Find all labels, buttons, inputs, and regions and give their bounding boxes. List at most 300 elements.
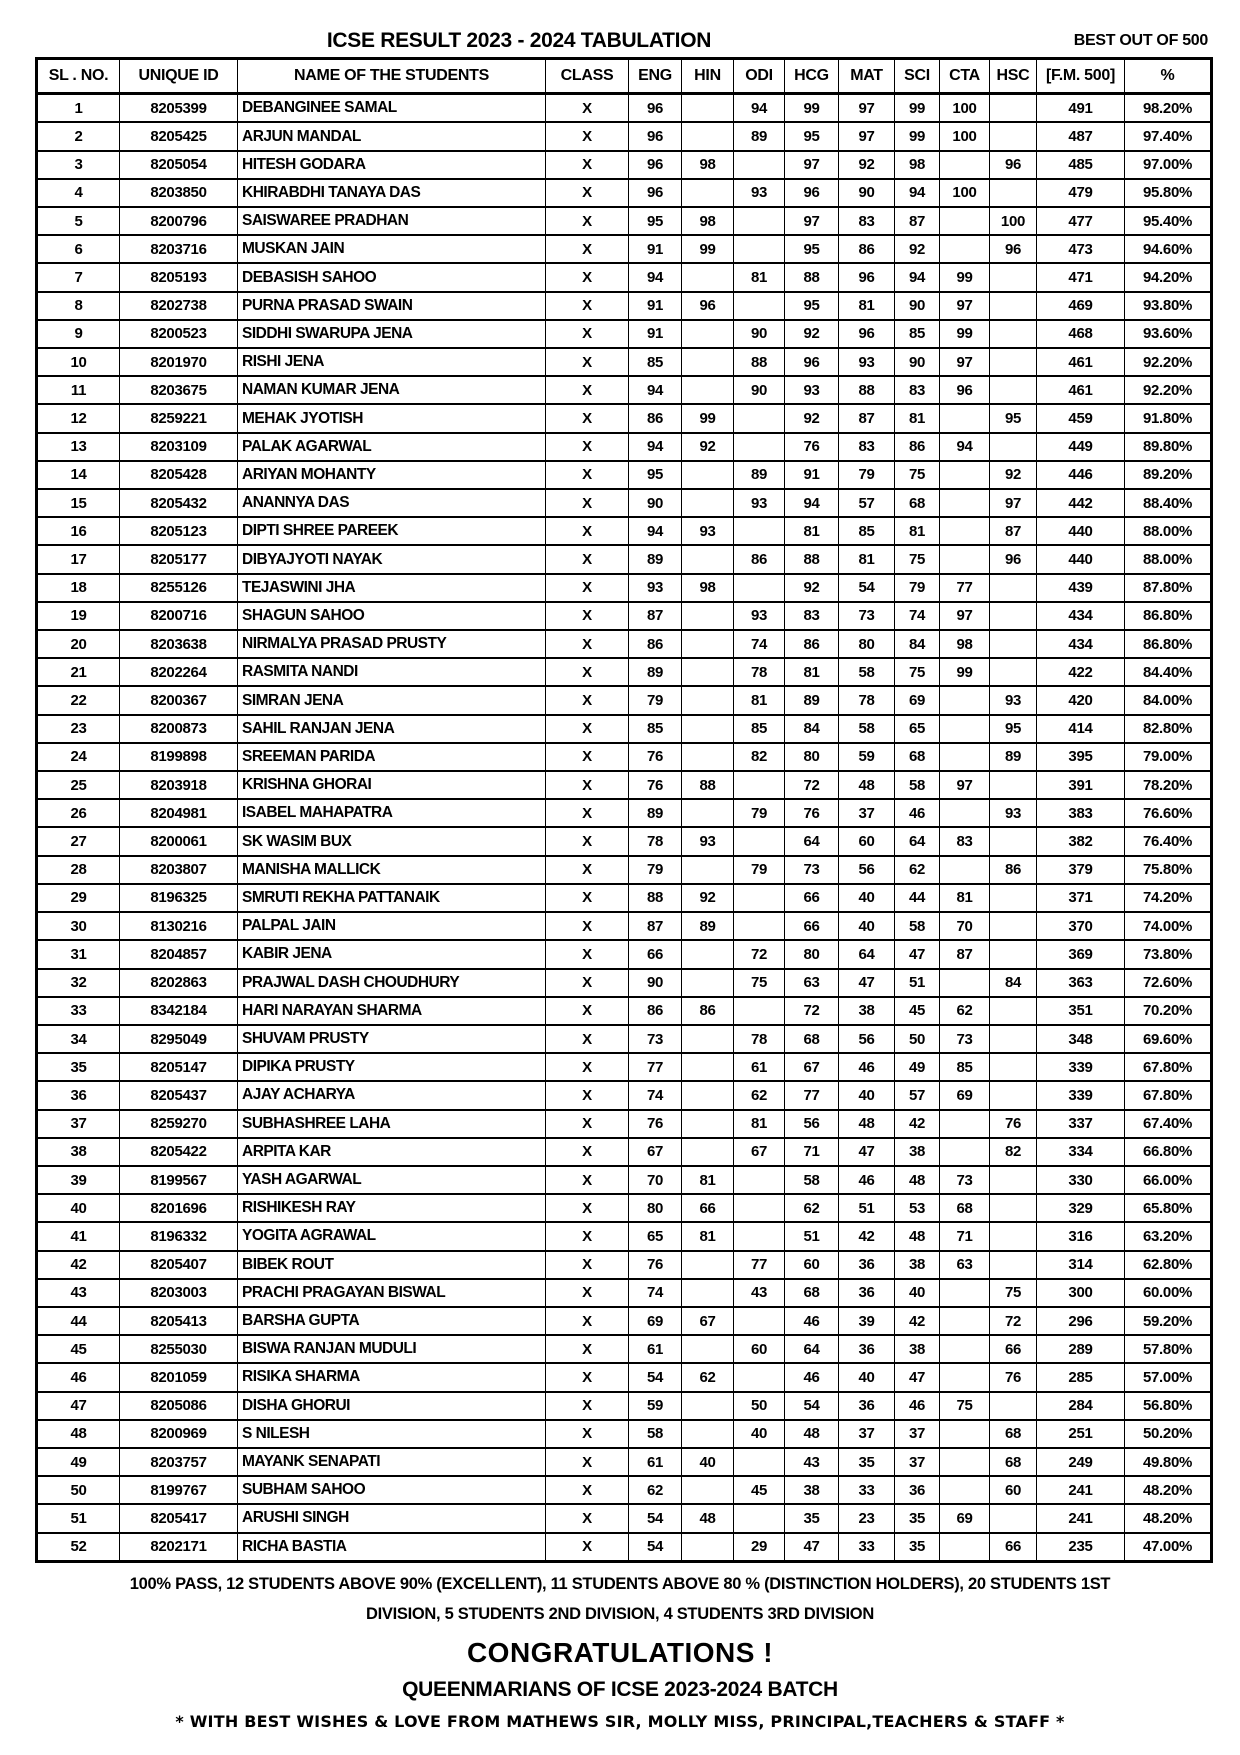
batch-text: QUEENMARIANS OF ICSE 2023-2024 BATCH — [402, 1678, 838, 1701]
cell-sci: 50 — [895, 1025, 940, 1053]
cell-eng: 58 — [629, 1420, 682, 1448]
cell-odi — [734, 433, 785, 461]
cell-class: X — [546, 1166, 629, 1194]
cell-fm-500: 339 — [1037, 1053, 1125, 1081]
cell-eng: 59 — [629, 1392, 682, 1420]
cell-hcg: 80 — [785, 743, 839, 771]
cell-hcg: 88 — [785, 263, 839, 291]
cell-sl-no: 49 — [37, 1448, 120, 1476]
cell-hcg: 46 — [785, 1307, 839, 1335]
cell-fm-500: 316 — [1037, 1222, 1125, 1250]
cell-eng: 94 — [629, 433, 682, 461]
cell-cta — [940, 1420, 990, 1448]
cell-class: X — [546, 856, 629, 884]
cell-name: KRISHNA GHORAI — [238, 771, 546, 799]
table-row — [37, 1138, 1212, 1166]
cell-cta: 83 — [940, 827, 990, 855]
cell-hin: 98 — [682, 574, 734, 602]
cell-eng: 86 — [629, 404, 682, 432]
cell-unique-id: 8205437 — [120, 1081, 238, 1109]
cell-mat: 36 — [839, 1279, 895, 1307]
cell-class: X — [546, 715, 629, 743]
cell-mat: 48 — [839, 1110, 895, 1138]
cell-hsc — [990, 884, 1037, 912]
cell-fm-500: 300 — [1037, 1279, 1125, 1307]
cell-percent: 63.20% — [1125, 1222, 1212, 1250]
cell-sci: 51 — [895, 969, 940, 997]
table-row — [37, 602, 1212, 630]
table-row — [37, 715, 1212, 743]
cell-hcg: 96 — [785, 179, 839, 207]
table-row — [37, 1363, 1212, 1391]
cell-percent: 95.40% — [1125, 207, 1212, 235]
cell-hin: 98 — [682, 207, 734, 235]
cell-fm-500: 284 — [1037, 1392, 1125, 1420]
table-row — [37, 263, 1212, 291]
cell-hin: 89 — [682, 912, 734, 940]
cell-eng: 54 — [629, 1533, 682, 1562]
cell-class: X — [546, 686, 629, 714]
cell-cta — [940, 1138, 990, 1166]
cell-mat: 73 — [839, 602, 895, 630]
table-header-row — [37, 59, 1212, 94]
cell-mat: 96 — [839, 320, 895, 348]
cell-eng: 54 — [629, 1504, 682, 1532]
cell-odi: 61 — [734, 1053, 785, 1081]
cell-sci: 38 — [895, 1335, 940, 1363]
cell-mat: 37 — [839, 799, 895, 827]
cell-sl-no: 33 — [37, 997, 120, 1025]
cell-hsc — [990, 1194, 1037, 1222]
cell-mat: 97 — [839, 94, 895, 123]
cell-hsc: 92 — [990, 461, 1037, 489]
cell-odi: 78 — [734, 1025, 785, 1053]
table-row — [37, 827, 1212, 855]
cell-percent: 48.20% — [1125, 1504, 1212, 1532]
cell-eng: 95 — [629, 207, 682, 235]
cell-name: SAISWAREE PRADHAN — [238, 207, 546, 235]
cell-cta: 75 — [940, 1392, 990, 1420]
cell-percent: 76.60% — [1125, 799, 1212, 827]
cell-unique-id: 8205123 — [120, 517, 238, 545]
cell-percent: 86.80% — [1125, 602, 1212, 630]
cell-hin — [682, 179, 734, 207]
cell-sci: 85 — [895, 320, 940, 348]
summary-line-2: DIVISION, 5 STUDENTS 2ND DIVISION, 4 STUDENTS 3RD DIVISION — [366, 1605, 874, 1623]
cell-mat: 57 — [839, 489, 895, 517]
cell-fm-500: 440 — [1037, 545, 1125, 573]
cell-odi: 74 — [734, 630, 785, 658]
cell-sl-no: 50 — [37, 1476, 120, 1504]
cell-unique-id: 8203850 — [120, 179, 238, 207]
cell-fm-500: 296 — [1037, 1307, 1125, 1335]
table-row — [37, 771, 1212, 799]
cell-hsc — [990, 1053, 1037, 1081]
cell-sl-no: 37 — [37, 1110, 120, 1138]
cell-hin — [682, 686, 734, 714]
cell-hsc: 89 — [990, 743, 1037, 771]
cell-hsc: 66 — [990, 1533, 1037, 1562]
cell-cta — [940, 1476, 990, 1504]
cell-unique-id: 8196325 — [120, 884, 238, 912]
cell-hsc — [990, 1392, 1037, 1420]
cell-hsc — [990, 1251, 1037, 1279]
cell-sl-no: 36 — [37, 1081, 120, 1109]
cell-eng: 62 — [629, 1476, 682, 1504]
cell-mat: 79 — [839, 461, 895, 489]
cell-cta: 100 — [940, 179, 990, 207]
cell-hsc — [990, 292, 1037, 320]
cell-hin — [682, 940, 734, 968]
cell-unique-id: 8202738 — [120, 292, 238, 320]
table-row — [37, 1194, 1212, 1222]
cell-class: X — [546, 658, 629, 686]
cell-hin: 93 — [682, 517, 734, 545]
cell-name: ARUSHI SINGH — [238, 1504, 546, 1532]
cell-sl-no: 24 — [37, 743, 120, 771]
col-header-name: NAME OF THE STUDENTS — [238, 59, 546, 94]
cell-hsc: 93 — [990, 799, 1037, 827]
cell-hcg: 64 — [785, 1335, 839, 1363]
cell-odi: 29 — [734, 1533, 785, 1562]
cell-sci: 47 — [895, 940, 940, 968]
cell-cta — [940, 404, 990, 432]
cell-percent: 92.20% — [1125, 348, 1212, 376]
summary-line-1: 100% PASS, 12 STUDENTS ABOVE 90% (EXCELLENT), 11 STUDENTS ABOVE 80 % (DISTINCTION HOLDERS), 20 STUDENTS 1ST — [129, 1575, 1111, 1593]
cell-mat: 47 — [839, 1138, 895, 1166]
cell-cta — [940, 235, 990, 263]
cell-odi: 81 — [734, 263, 785, 291]
cell-odi: 93 — [734, 602, 785, 630]
cell-fm-500: 395 — [1037, 743, 1125, 771]
cell-hcg: 54 — [785, 1392, 839, 1420]
cell-odi — [734, 771, 785, 799]
cell-hin — [682, 489, 734, 517]
cell-fm-500: 285 — [1037, 1363, 1125, 1391]
cell-class: X — [546, 1476, 629, 1504]
cell-percent: 59.20% — [1125, 1307, 1212, 1335]
cell-class: X — [546, 630, 629, 658]
cell-sci: 68 — [895, 743, 940, 771]
cell-unique-id: 8205407 — [120, 1251, 238, 1279]
cell-odi: 50 — [734, 1392, 785, 1420]
cell-mat: 87 — [839, 404, 895, 432]
cell-sci: 49 — [895, 1053, 940, 1081]
cell-class: X — [546, 1363, 629, 1391]
cell-hin — [682, 1392, 734, 1420]
cell-class: X — [546, 1222, 629, 1250]
cell-cta: 99 — [940, 320, 990, 348]
cell-eng: 80 — [629, 1194, 682, 1222]
cell-hcg: 83 — [785, 602, 839, 630]
table-row — [37, 856, 1212, 884]
cell-hcg: 48 — [785, 1420, 839, 1448]
cell-name: HARI NARAYAN SHARMA — [238, 997, 546, 1025]
cell-unique-id: 8205086 — [120, 1392, 238, 1420]
cell-unique-id: 8200061 — [120, 827, 238, 855]
cell-hsc: 72 — [990, 1307, 1037, 1335]
cell-class: X — [546, 602, 629, 630]
cell-hin — [682, 1053, 734, 1081]
cell-cta — [940, 151, 990, 179]
cell-name: KHIRABDHI TANAYA DAS — [238, 179, 546, 207]
cell-odi: 62 — [734, 1081, 785, 1109]
cell-unique-id: 8203003 — [120, 1279, 238, 1307]
cell-cta — [940, 207, 990, 235]
cell-hsc — [990, 433, 1037, 461]
col-header-class: CLASS — [546, 59, 629, 94]
cell-fm-500: 422 — [1037, 658, 1125, 686]
cell-percent: 67.80% — [1125, 1081, 1212, 1109]
cell-hcg: 76 — [785, 799, 839, 827]
cell-sl-no: 18 — [37, 574, 120, 602]
cell-hcg: 92 — [785, 320, 839, 348]
cell-hin — [682, 1025, 734, 1053]
cell-percent: 60.00% — [1125, 1279, 1212, 1307]
cell-mat: 78 — [839, 686, 895, 714]
cell-mat: 92 — [839, 151, 895, 179]
table-row — [37, 1533, 1212, 1562]
cell-hin: 81 — [682, 1166, 734, 1194]
cell-unique-id: 8199567 — [120, 1166, 238, 1194]
cell-eng: 95 — [629, 461, 682, 489]
cell-hin: 81 — [682, 1222, 734, 1250]
cell-mat: 96 — [839, 263, 895, 291]
cell-fm-500: 420 — [1037, 686, 1125, 714]
cell-hsc — [990, 997, 1037, 1025]
congratulations-text: CONGRATULATIONS ! — [466, 1637, 774, 1668]
table-row — [37, 940, 1212, 968]
cell-name: DIPTI SHREE PAREEK — [238, 517, 546, 545]
table-row — [37, 151, 1212, 179]
cell-class: X — [546, 1504, 629, 1532]
cell-percent: 70.20% — [1125, 997, 1212, 1025]
cell-hsc — [990, 602, 1037, 630]
cell-unique-id: 8202863 — [120, 969, 238, 997]
cell-unique-id: 8200716 — [120, 602, 238, 630]
cell-mat: 38 — [839, 997, 895, 1025]
cell-fm-500: 369 — [1037, 940, 1125, 968]
cell-class: X — [546, 1110, 629, 1138]
cell-sci: 94 — [895, 179, 940, 207]
cell-sl-no: 4 — [37, 179, 120, 207]
cell-unique-id: 8203716 — [120, 235, 238, 263]
cell-odi: 45 — [734, 1476, 785, 1504]
cell-sl-no: 43 — [37, 1279, 120, 1307]
cell-percent: 94.20% — [1125, 263, 1212, 291]
cell-eng: 94 — [629, 517, 682, 545]
cell-class: X — [546, 799, 629, 827]
cell-eng: 89 — [629, 545, 682, 573]
cell-hcg: 72 — [785, 771, 839, 799]
cell-percent: 74.00% — [1125, 912, 1212, 940]
cell-class: X — [546, 1420, 629, 1448]
cell-hsc — [990, 94, 1037, 123]
cell-name: HITESH GODARA — [238, 151, 546, 179]
table-row — [37, 1025, 1212, 1053]
cell-fm-500: 459 — [1037, 404, 1125, 432]
cell-odi: 75 — [734, 969, 785, 997]
cell-hsc: 96 — [990, 235, 1037, 263]
cell-odi: 90 — [734, 320, 785, 348]
cell-odi: 82 — [734, 743, 785, 771]
cell-unique-id: 8342184 — [120, 997, 238, 1025]
cell-odi — [734, 235, 785, 263]
cell-eng: 87 — [629, 912, 682, 940]
cell-hin — [682, 969, 734, 997]
cell-unique-id: 8199767 — [120, 1476, 238, 1504]
cell-odi: 93 — [734, 489, 785, 517]
cell-sl-no: 26 — [37, 799, 120, 827]
cell-odi: 78 — [734, 658, 785, 686]
cell-class: X — [546, 771, 629, 799]
cell-name: SUBHASHREE LAHA — [238, 1110, 546, 1138]
cell-name: SREEMAN PARIDA — [238, 743, 546, 771]
cell-name: DEBASISH SAHOO — [238, 263, 546, 291]
cell-eng: 88 — [629, 884, 682, 912]
results-table — [35, 57, 1213, 1563]
cell-mat: 56 — [839, 1025, 895, 1053]
cell-unique-id: 8205422 — [120, 1138, 238, 1166]
cell-sl-no: 47 — [37, 1392, 120, 1420]
cell-fm-500: 479 — [1037, 179, 1125, 207]
cell-mat: 35 — [839, 1448, 895, 1476]
page-title: ICSE RESULT 2023 - 2024 TABULATION — [326, 29, 712, 52]
cell-hcg: 84 — [785, 715, 839, 743]
cell-fm-500: 461 — [1037, 348, 1125, 376]
cell-cta — [940, 1279, 990, 1307]
best-out-of-label: BEST OUT OF 500 — [1073, 32, 1208, 49]
cell-sci: 40 — [895, 1279, 940, 1307]
cell-hin — [682, 320, 734, 348]
cell-name: SAHIL RANJAN JENA — [238, 715, 546, 743]
cell-mat: 93 — [839, 348, 895, 376]
cell-cta: 98 — [940, 630, 990, 658]
cell-fm-500: 434 — [1037, 602, 1125, 630]
cell-hcg: 72 — [785, 997, 839, 1025]
cell-hsc — [990, 1222, 1037, 1250]
cell-odi — [734, 207, 785, 235]
cell-odi — [734, 292, 785, 320]
cell-hcg: 92 — [785, 404, 839, 432]
cell-sci: 48 — [895, 1166, 940, 1194]
cell-cta — [940, 517, 990, 545]
cell-name: SIMRAN JENA — [238, 686, 546, 714]
col-header-hcg: HCG — [785, 59, 839, 94]
table-row — [37, 1476, 1212, 1504]
table-row — [37, 884, 1212, 912]
cell-fm-500: 491 — [1037, 94, 1125, 123]
cell-class: X — [546, 348, 629, 376]
cell-class: X — [546, 743, 629, 771]
cell-unique-id: 8259270 — [120, 1110, 238, 1138]
cell-name: ARJUN MANDAL — [238, 122, 546, 150]
cell-percent: 84.00% — [1125, 686, 1212, 714]
cell-hsc: 95 — [990, 404, 1037, 432]
cell-fm-500: 249 — [1037, 1448, 1125, 1476]
cell-name: BIBEK ROUT — [238, 1251, 546, 1279]
table-body — [37, 94, 1212, 1562]
cell-class: X — [546, 235, 629, 263]
cell-name: PRACHI PRAGAYAN BISWAL — [238, 1279, 546, 1307]
cell-name: BISWA RANJAN MUDULI — [238, 1335, 546, 1363]
cell-sl-no: 28 — [37, 856, 120, 884]
cell-hsc — [990, 122, 1037, 150]
cell-name: SUBHAM SAHOO — [238, 1476, 546, 1504]
cell-name: SHUVAM PRUSTY — [238, 1025, 546, 1053]
table-row — [37, 1222, 1212, 1250]
cell-hsc — [990, 827, 1037, 855]
col-header-unique-id: UNIQUE ID — [120, 59, 238, 94]
cell-mat: 83 — [839, 207, 895, 235]
table-row — [37, 1251, 1212, 1279]
cell-sci: 75 — [895, 658, 940, 686]
cell-hsc: 68 — [990, 1448, 1037, 1476]
col-header-eng: ENG — [629, 59, 682, 94]
cell-cta — [940, 1307, 990, 1335]
cell-hcg: 73 — [785, 856, 839, 884]
cell-hcg: 67 — [785, 1053, 839, 1081]
cell-fm-500: 339 — [1037, 1081, 1125, 1109]
cell-fm-500: 485 — [1037, 151, 1125, 179]
cell-percent: 92.20% — [1125, 376, 1212, 404]
cell-unique-id: 8202171 — [120, 1533, 238, 1562]
cell-fm-500: 439 — [1037, 574, 1125, 602]
table-row — [37, 348, 1212, 376]
cell-eng: 93 — [629, 574, 682, 602]
cell-unique-id: 8205177 — [120, 545, 238, 573]
table-row — [37, 1335, 1212, 1363]
table-row — [37, 1081, 1212, 1109]
cell-eng: 77 — [629, 1053, 682, 1081]
cell-mat: 46 — [839, 1166, 895, 1194]
cell-hsc — [990, 320, 1037, 348]
cell-class: X — [546, 1053, 629, 1081]
cell-eng: 61 — [629, 1448, 682, 1476]
cell-odi: 72 — [734, 940, 785, 968]
cell-unique-id: 8201696 — [120, 1194, 238, 1222]
cell-odi — [734, 1363, 785, 1391]
cell-unique-id: 8200796 — [120, 207, 238, 235]
cell-mat: 33 — [839, 1476, 895, 1504]
cell-name: MAYANK SENAPATI — [238, 1448, 546, 1476]
cell-class: X — [546, 94, 629, 123]
cell-percent: 57.80% — [1125, 1335, 1212, 1363]
cell-name: SIDDHI SWARUPA JENA — [238, 320, 546, 348]
cell-hsc: 68 — [990, 1420, 1037, 1448]
cell-mat: 51 — [839, 1194, 895, 1222]
cell-cta — [940, 743, 990, 771]
cell-hcg: 97 — [785, 207, 839, 235]
cell-sl-no: 22 — [37, 686, 120, 714]
cell-fm-500: 329 — [1037, 1194, 1125, 1222]
cell-eng: 76 — [629, 1251, 682, 1279]
cell-sci: 53 — [895, 1194, 940, 1222]
cell-percent: 98.20% — [1125, 94, 1212, 123]
cell-percent: 94.60% — [1125, 235, 1212, 263]
cell-hcg: 99 — [785, 94, 839, 123]
cell-name: MEHAK JYOTISH — [238, 404, 546, 432]
cell-fm-500: 348 — [1037, 1025, 1125, 1053]
cell-name: DIPIKA PRUSTY — [238, 1053, 546, 1081]
cell-eng: 67 — [629, 1138, 682, 1166]
cell-percent: 87.80% — [1125, 574, 1212, 602]
cell-hcg: 60 — [785, 1251, 839, 1279]
cell-unique-id: 8196332 — [120, 1222, 238, 1250]
cell-cta — [940, 1363, 990, 1391]
table-row — [37, 743, 1212, 771]
cell-sl-no: 23 — [37, 715, 120, 743]
